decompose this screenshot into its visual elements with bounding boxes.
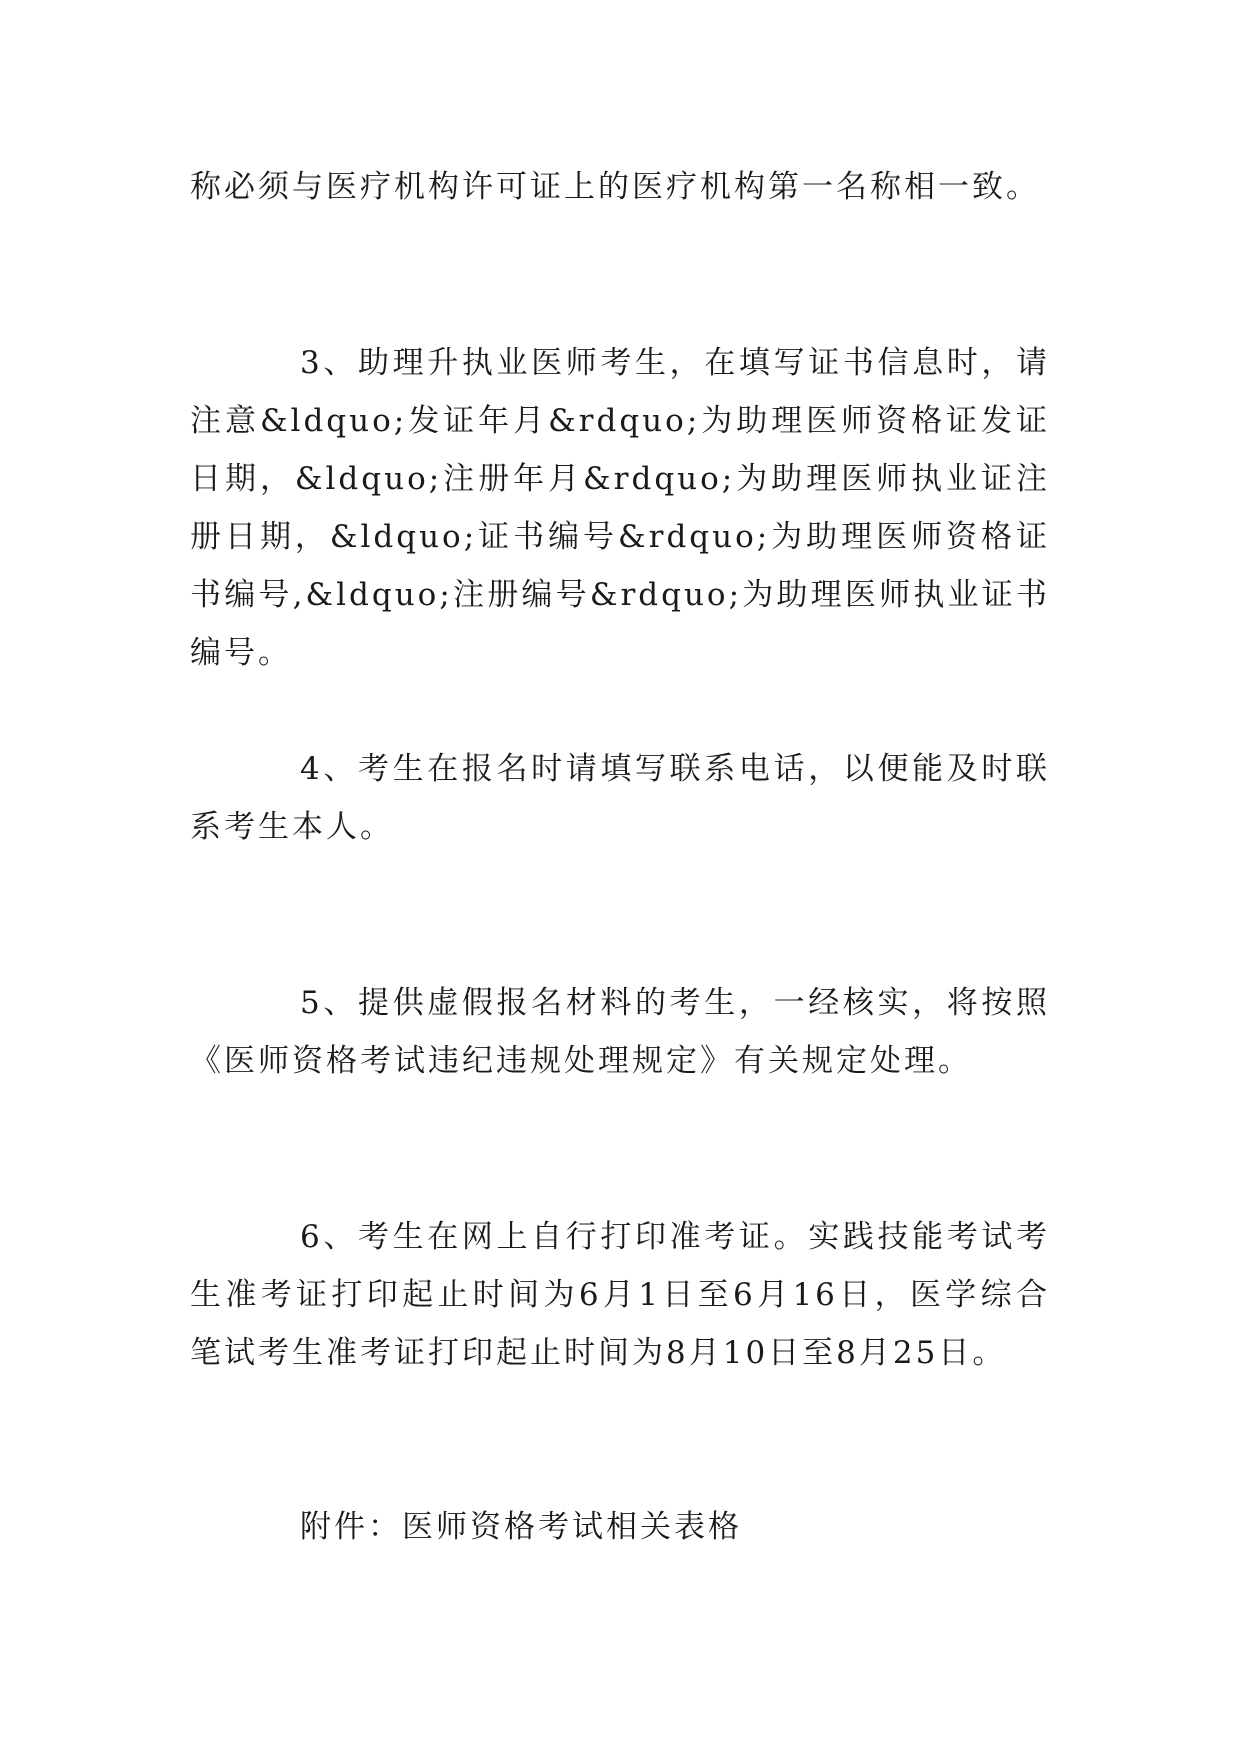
- attachment-line: 附件：医师资格考试相关表格: [300, 1509, 742, 1545]
- paragraph-item-3: 3、助理升执业医师考生，在填写证书信息时，请注意&ldquo;发证年月&rdquo;为助理医师资格证发证日期，&ldquo;注册年月&rdquo;为助理医师执业证注册日期，&ldquo;证书编号&rdquo;为助理医师资格证书编号,&ldquo;注册编号&rdquo;为助理医师执业证书编号。: [190, 345, 1050, 671]
- paragraph-item-4: 4、考生在报名时请填写联系电话，以便能及时联系考生本人。: [190, 751, 1050, 845]
- paragraph-continuation: 称必须与医疗机构许可证上的医疗机构第一名称相一致。: [190, 169, 1040, 205]
- paragraph-item-6: 6、考生在网上自行打印准考证。实践技能考试考生准考证打印起止时间为6月1日至6月16日，医学综合笔试考生准考证打印起止时间为8月10日至8月25日。: [190, 1219, 1050, 1371]
- paragraph-item-5: 5、提供虚假报名材料的考生，一经核实，将按照《医师资格考试违纪违规处理规定》有关规定处理。: [190, 985, 1050, 1079]
